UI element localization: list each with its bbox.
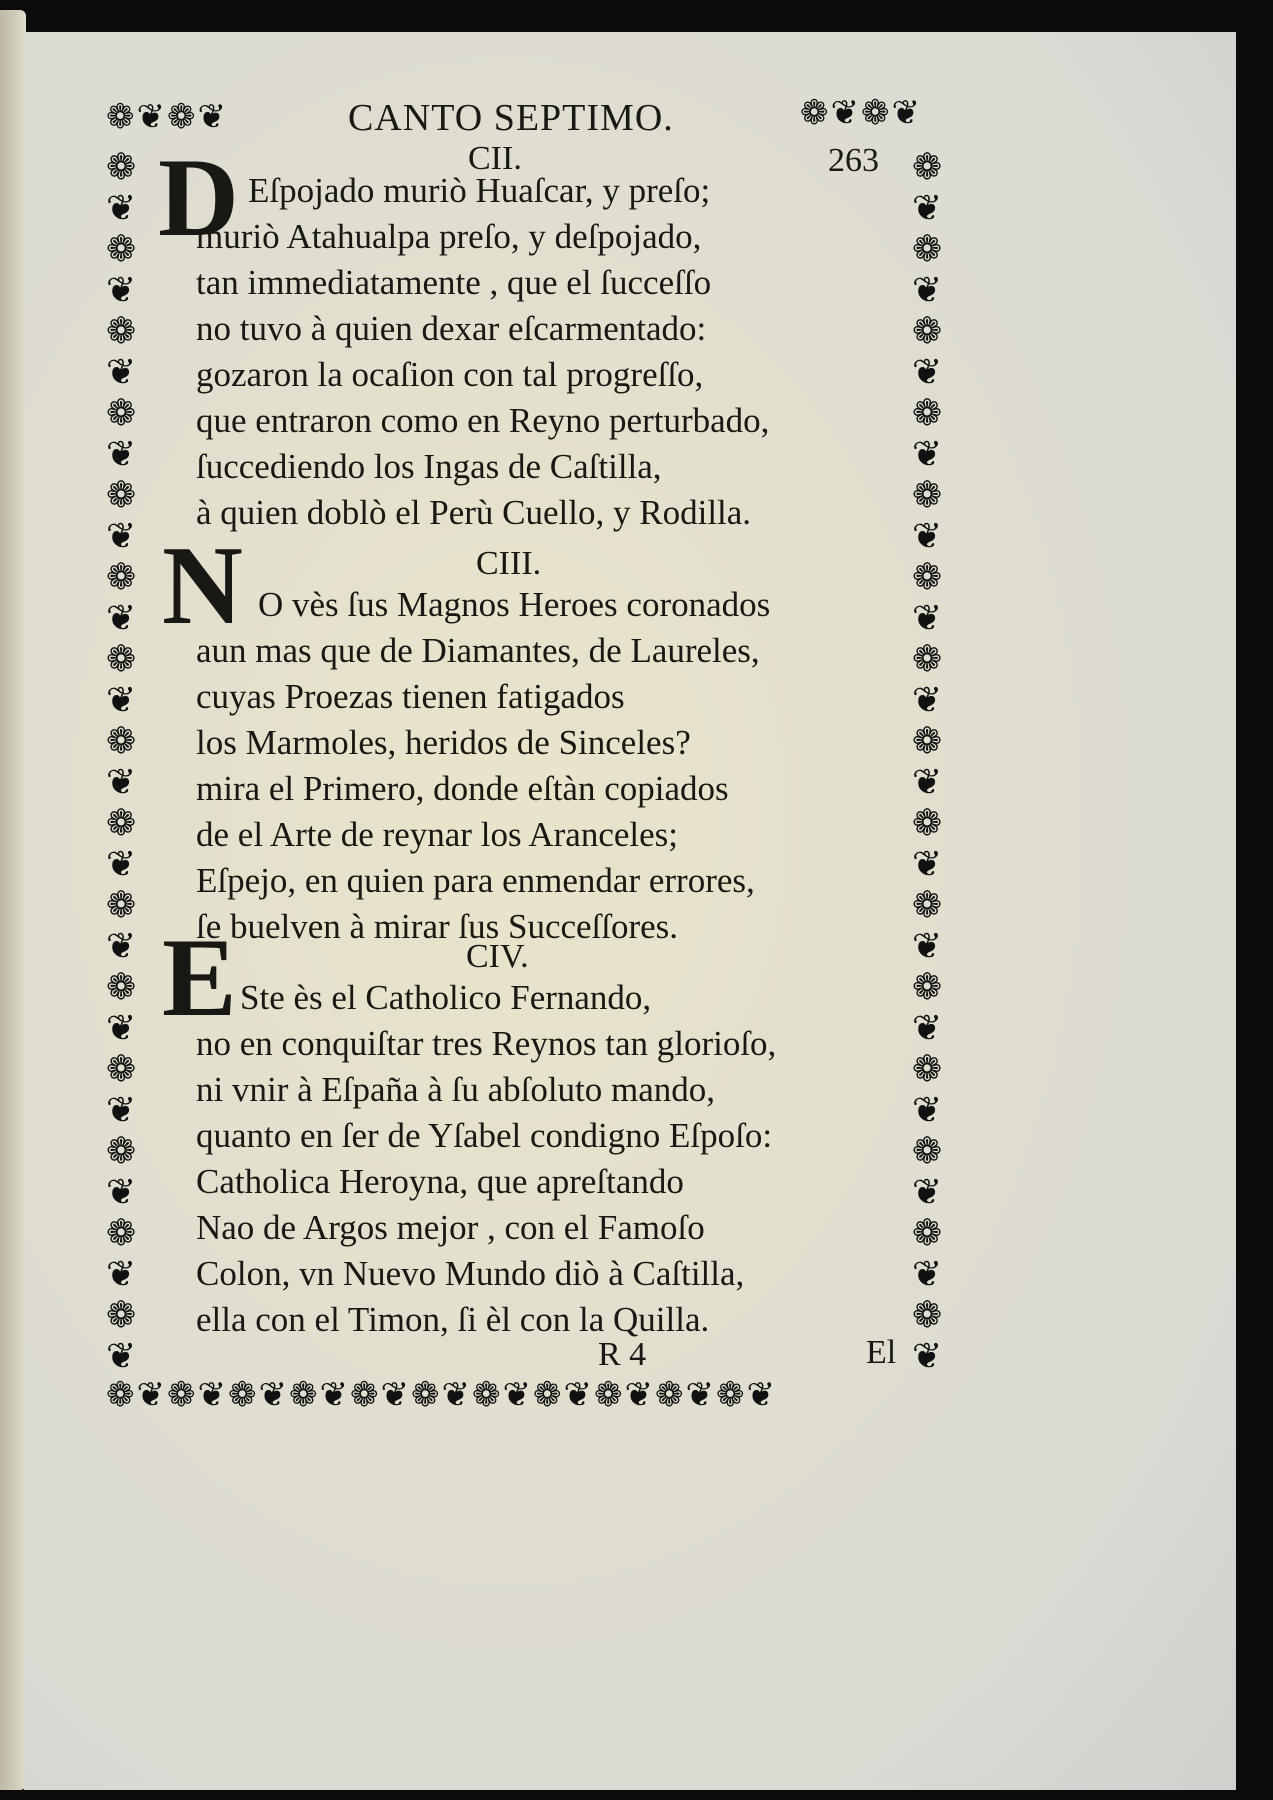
fleuron-ornament-icon: ❁ [106, 393, 137, 434]
verse-line: gozaron la ocaſion con tal progreſſo, [196, 355, 704, 394]
fleuron-ornament-icon: ❦ [912, 1090, 943, 1131]
fleuron-ornament-icon: ❁ [912, 393, 943, 434]
fleuron-ornament-icon: ❦ [441, 1375, 470, 1415]
fleuron-ornament-icon: ❁ [106, 803, 137, 844]
fleuron-ornament-icon: ❁ [106, 557, 137, 598]
fleuron-ornament-icon: ❁ [912, 557, 943, 598]
fleuron-ornament-icon: ❁ [106, 97, 135, 137]
fleuron-ornament-icon: ❁ [533, 1375, 562, 1415]
stanza-number: CII. [468, 140, 522, 177]
fleuron-ornament-icon: ❁ [106, 229, 137, 270]
fleuron-ornament-icon: ❦ [912, 516, 943, 557]
verse-line: aun mas que de Diamantes, de Laureles, [196, 631, 760, 670]
fleuron-ornament-icon: ❦ [912, 680, 943, 721]
fleuron-ornament-icon: ❦ [912, 762, 943, 803]
fleuron-ornament-icon: ❦ [912, 352, 943, 393]
fleuron-ornament-icon: ❁ [912, 967, 943, 1008]
verse-line: à quien doblò el Perù Cuello, y Rodilla. [196, 493, 752, 532]
fleuron-ornament-icon: ❁ [912, 885, 943, 926]
fleuron-ornament-icon: ❁ [106, 147, 137, 188]
verse-line: Colon, vn Nuevo Mundo diò à Caſtilla, [196, 1254, 745, 1293]
fleuron-ornament-icon: ❦ [106, 1336, 137, 1377]
fleuron-ornament-icon: ❁ [912, 311, 943, 352]
verse-line: muriò Atahualpa preſo, y deſpojado, [196, 217, 702, 256]
fleuron-ornament-icon: ❦ [563, 1375, 592, 1415]
fleuron-ornament-icon: ❦ [106, 434, 137, 475]
fleuron-ornament-icon: ❁ [912, 639, 943, 680]
fleuron-ornament-icon: ❁ [800, 93, 829, 133]
fleuron-ornament-icon: ❁ [106, 885, 137, 926]
fleuron-ornament-icon: ❁ [912, 1131, 943, 1172]
fleuron-ornament-icon: ❁ [912, 147, 943, 188]
fleuron-ornament-icon: ❦ [912, 1008, 943, 1049]
fleuron-ornament-icon: ❁ [228, 1375, 257, 1415]
fleuron-ornament-icon: ❦ [624, 1375, 653, 1415]
fleuron-ornament-icon: ❁ [594, 1375, 623, 1415]
fleuron-ornament-icon: ❦ [502, 1375, 531, 1415]
stanza-lines [196, 168, 769, 536]
fleuron-ornament-icon: ❦ [380, 1375, 409, 1415]
fleuron-ornament-icon: ❁ [472, 1375, 501, 1415]
verse-line: O vès ſus Magnos Heroes coronados [258, 585, 771, 624]
fleuron-ornament-icon: ❦ [912, 598, 943, 639]
fleuron-ornament-icon: ❦ [912, 926, 943, 967]
previous-page-edge [0, 10, 26, 1790]
page-header-title: CANTO SEPTIMO. [348, 97, 674, 139]
ornament-border-top-left [106, 97, 226, 137]
fleuron-ornament-icon: ❁ [106, 967, 137, 1008]
fleuron-ornament-icon: ❦ [912, 434, 943, 475]
ornament-border-right [912, 147, 943, 1377]
fleuron-ornament-icon: ❦ [106, 516, 137, 557]
verse-line: los Marmoles, heridos de Sinceles? [196, 723, 691, 762]
fleuron-ornament-icon: ❁ [411, 1375, 440, 1415]
fleuron-ornament-icon: ❁ [912, 229, 943, 270]
stanza-lines [196, 582, 770, 950]
signature-mark: R 4 [598, 1336, 647, 1373]
fleuron-ornament-icon: ❁ [106, 1049, 137, 1090]
fleuron-ornament-icon: ❦ [912, 188, 943, 229]
fleuron-ornament-icon: ❦ [912, 1172, 943, 1213]
ornament-border-top-right [800, 93, 920, 133]
fleuron-ornament-icon: ❦ [912, 844, 943, 885]
fleuron-ornament-icon: ❦ [685, 1375, 714, 1415]
fleuron-ornament-icon: ❦ [912, 1254, 943, 1295]
fleuron-ornament-icon: ❁ [861, 93, 890, 133]
drop-cap: D [158, 136, 239, 260]
fleuron-ornament-icon: ❁ [912, 721, 943, 762]
fleuron-ornament-icon: ❁ [655, 1375, 684, 1415]
verse-line: de el Arte de reynar los Aranceles; [196, 815, 679, 854]
fleuron-ornament-icon: ❦ [136, 97, 165, 137]
verse-line: ſe buelven à mirar ſus Succeſſores. [196, 907, 679, 946]
fleuron-ornament-icon: ❁ [106, 1375, 135, 1415]
fleuron-ornament-icon: ❦ [106, 680, 137, 721]
fleuron-ornament-icon: ❁ [167, 1375, 196, 1415]
verse-line: Ste ès el Catholico Fernando, [240, 978, 652, 1017]
fleuron-ornament-icon: ❦ [106, 598, 137, 639]
ornament-border-left [106, 147, 137, 1377]
fleuron-ornament-icon: ❦ [258, 1375, 287, 1415]
fleuron-ornament-icon: ❦ [136, 1375, 165, 1415]
fleuron-ornament-icon: ❁ [106, 311, 137, 352]
drop-cap: E [162, 916, 237, 1040]
page-number: 263 [828, 142, 879, 179]
fleuron-ornament-icon: ❦ [106, 1090, 137, 1131]
fleuron-ornament-icon: ❁ [912, 1213, 943, 1254]
fleuron-ornament-icon: ❁ [912, 475, 943, 516]
fleuron-ornament-icon: ❦ [830, 93, 859, 133]
fleuron-ornament-icon: ❁ [106, 1131, 137, 1172]
catchword: El [866, 1334, 897, 1371]
verse-line: ſuccediendo los Ingas de Caſtilla, [196, 447, 662, 486]
fleuron-ornament-icon: ❦ [912, 1336, 943, 1377]
fleuron-ornament-icon: ❦ [197, 97, 226, 137]
verse-line: Eſpojado muriò Huaſcar, y preſo; [248, 171, 711, 210]
verse-line: cuyas Proezas tienen fatigados [196, 677, 625, 716]
fleuron-ornament-icon: ❦ [891, 93, 920, 133]
fleuron-ornament-icon: ❁ [106, 721, 137, 762]
ornament-border-bottom [106, 1375, 775, 1415]
verse-line: Eſpejo, en quien para enmendar errores, [196, 861, 755, 900]
fleuron-ornament-icon: ❦ [106, 926, 137, 967]
fleuron-ornament-icon: ❁ [289, 1375, 318, 1415]
fleuron-ornament-icon: ❦ [106, 352, 137, 393]
stanza-number: CIII. [476, 545, 542, 582]
fleuron-ornament-icon: ❦ [106, 762, 137, 803]
verse-line: Nao de Argos mejor , con el Famoſo [196, 1208, 705, 1247]
fleuron-ornament-icon: ❦ [746, 1375, 775, 1415]
stanza-number: CIV. [466, 938, 529, 975]
fleuron-ornament-icon: ❦ [106, 188, 137, 229]
fleuron-ornament-icon: ❦ [106, 1008, 137, 1049]
fleuron-ornament-icon: ❦ [912, 270, 943, 311]
verse-line: que entraron como en Reyno perturbado, [196, 401, 770, 440]
fleuron-ornament-icon: ❁ [912, 1295, 943, 1336]
fleuron-ornament-icon: ❦ [106, 270, 137, 311]
fleuron-ornament-icon: ❁ [350, 1375, 379, 1415]
verse-line: no tuvo à quien dexar eſcarmentado: [196, 309, 707, 348]
fleuron-ornament-icon: ❁ [716, 1375, 745, 1415]
verse-line: quanto en ſer de Yſabel condigno Eſpoſo: [196, 1116, 773, 1155]
fleuron-ornament-icon: ❁ [912, 1049, 943, 1090]
verse-line: Catholica Heroyna, que apreſtando [196, 1162, 684, 1201]
fleuron-ornament-icon: ❁ [912, 803, 943, 844]
verse-line: no en conquiſtar tres Reynos tan glorioſo, [196, 1024, 777, 1063]
fleuron-ornament-icon: ❦ [106, 1172, 137, 1213]
fleuron-ornament-icon: ❦ [319, 1375, 348, 1415]
stanza-lines [196, 975, 776, 1343]
drop-cap: N [162, 524, 243, 648]
fleuron-ornament-icon: ❦ [106, 1254, 137, 1295]
fleuron-ornament-icon: ❁ [167, 97, 196, 137]
fleuron-ornament-icon: ❦ [106, 844, 137, 885]
fleuron-ornament-icon: ❦ [197, 1375, 226, 1415]
fleuron-ornament-icon: ❁ [106, 475, 137, 516]
fleuron-ornament-icon: ❁ [106, 1295, 137, 1336]
verse-line: tan immediatamente , que el ſucceſſo [196, 263, 712, 302]
verse-line: ella con el Timon, ſi èl con la Quilla. [196, 1300, 710, 1339]
fleuron-ornament-icon: ❁ [106, 639, 137, 680]
verse-line: ni vnir à Eſpaña à ſu abſoluto mando, [196, 1070, 716, 1109]
verse-line: mira el Primero, donde eſtàn copiados [196, 769, 729, 808]
fleuron-ornament-icon: ❁ [106, 1213, 137, 1254]
